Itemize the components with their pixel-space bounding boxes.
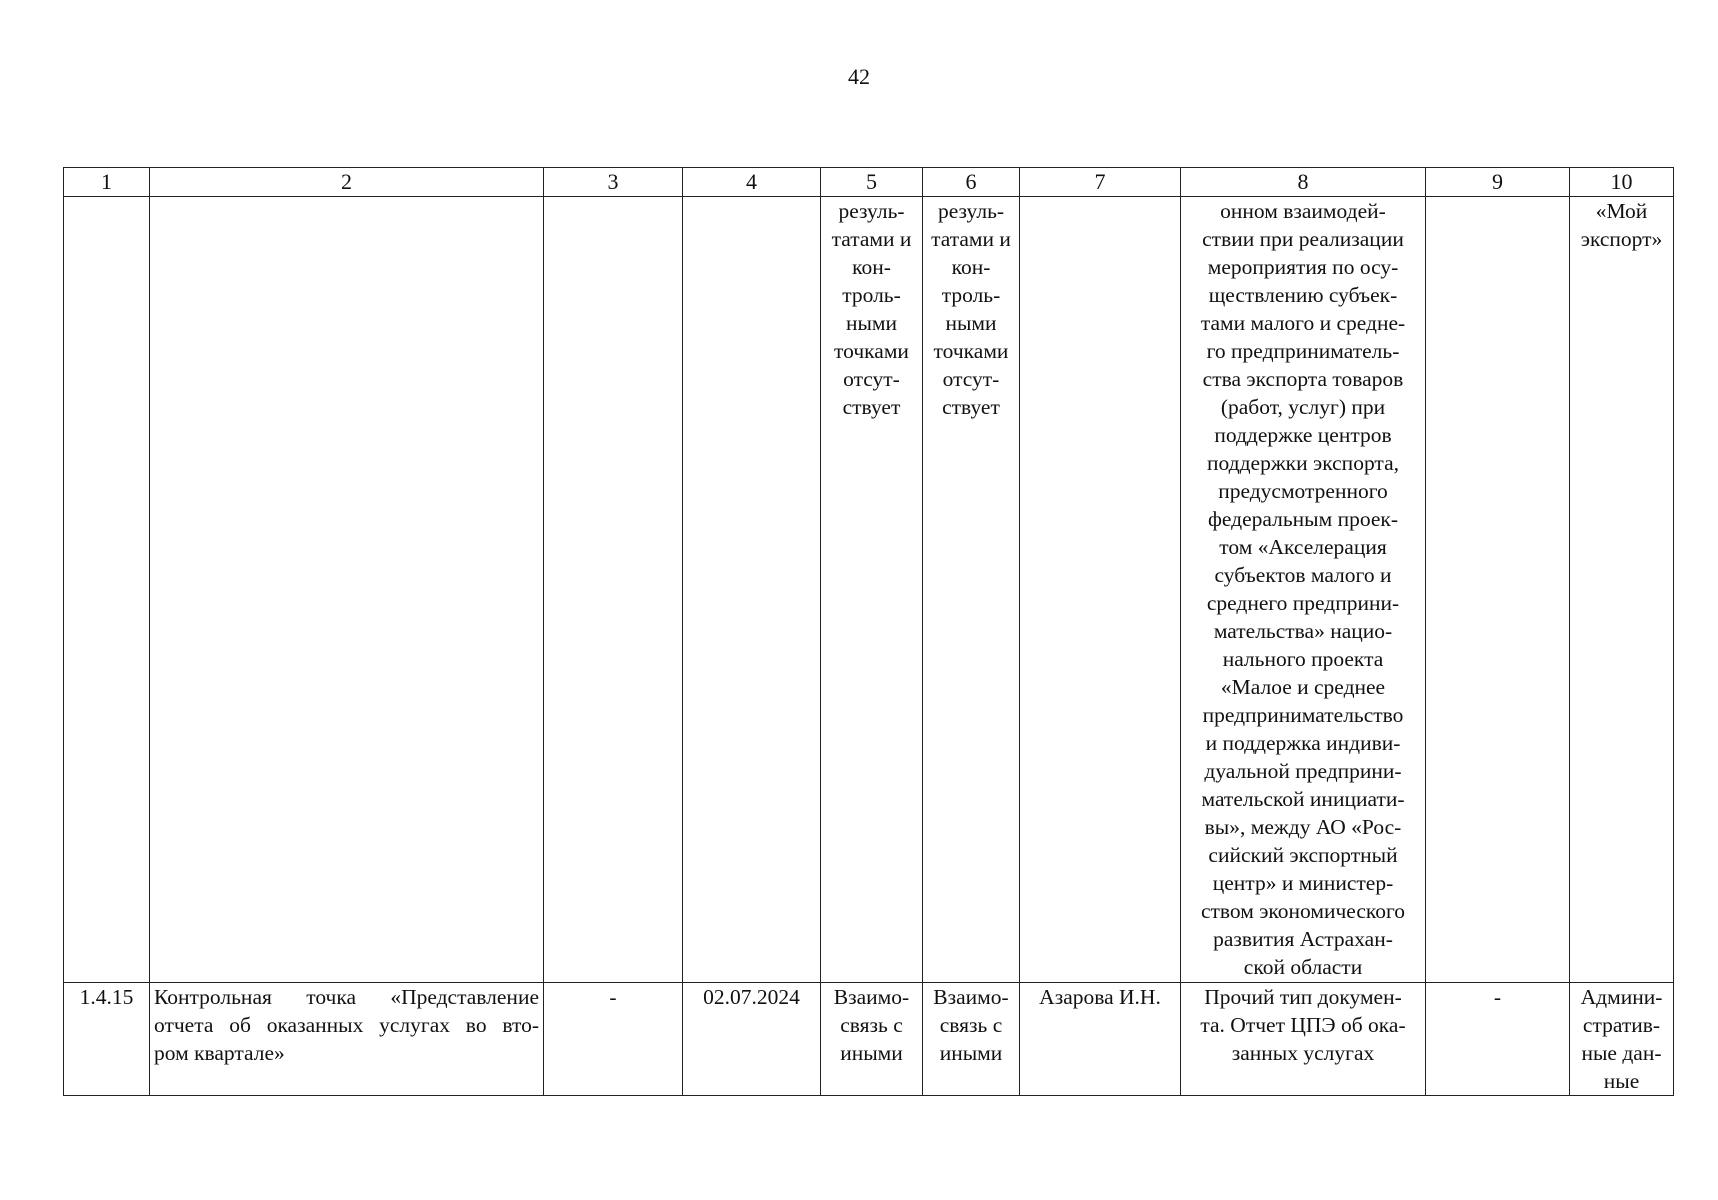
cell-responsible [1020,197,1181,983]
column-header: 1 [64,168,150,197]
cell-number: 1.4.15 [64,983,150,1096]
cell-col9 [1426,197,1570,983]
cell-line: развития Астрахан- [1213,927,1393,951]
cell-line: центр» и министер- [1212,871,1394,895]
cell-col9: - [1426,983,1570,1096]
cell-line: тами малого и средне- [1200,311,1406,335]
cell-line: татами и [831,227,912,251]
cell-col10 [1570,983,1674,1096]
cell-line: го предприниматель- [1206,339,1400,363]
cell-line: мательской инициати- [1201,787,1405,811]
cell-line: ствует [842,395,901,419]
cell-name [150,197,544,983]
cell-col3 [544,197,683,983]
cell-line: ром квартале» [154,1041,285,1065]
cell-line: отчета об оказанных услугах во вто- [154,1013,539,1037]
cell-line: (работ, услуг) при [1220,395,1386,419]
cell-col5 [821,983,923,1096]
column-header: 7 [1020,168,1181,197]
cell-line: мательства» нацио- [1213,619,1393,643]
cell-date: 02.07.2024 [683,983,821,1096]
column-header: 6 [923,168,1020,197]
cell-line: отсут- [843,367,900,391]
column-header: 5 [821,168,923,197]
cell-line: нального проекта [1222,647,1384,671]
cell-line: Админи- [1580,985,1663,1009]
cell-number [64,197,150,983]
cell-line: ные [1603,1069,1640,1093]
cell-line: троль- [941,283,1001,307]
column-header: 4 [683,168,821,197]
cell-line: онном взаимодей- [1220,199,1386,223]
cell-line: предпринимательство [1202,703,1404,727]
cell-line: среднего предприни- [1206,591,1400,615]
cell-line: та. Отчет ЦПЭ об ока- [1200,1013,1406,1037]
cell-line: занных услугах [1231,1041,1375,1065]
table-row-continuation [64,197,1674,983]
cell-line: вы», между АО «Рос- [1204,815,1402,839]
cell-name [150,983,544,1096]
cell-line: ства экспорта товаров [1202,367,1404,391]
page-number: 42 [848,64,870,89]
cell-col10 [1570,197,1674,983]
cell-line: субъектов малого и [1214,563,1392,587]
cell-line: татами и [931,227,1011,251]
cell-line: ными [845,311,898,335]
cell-line: дуальной предприни- [1204,759,1402,783]
cell-line: том «Акселерация [1219,535,1387,559]
cell-line: поддержке центров [1214,423,1392,447]
cell-line: Контрольная точка «Представление [154,985,539,1009]
column-header: 2 [150,168,544,197]
cell-line: ством экономического [1200,899,1406,923]
cell-col8 [1181,197,1426,983]
cell-line: точками [834,339,909,363]
cell-col8 [1181,983,1426,1096]
cell-line: иными [840,1041,903,1065]
column-header: 10 [1570,168,1674,197]
cell-line: связь с [939,1013,1003,1037]
cell-line: точками [933,339,1009,363]
cell-line: ствует [942,395,1000,419]
cell-line: резуль- [838,199,905,223]
cell-line: сийский экспортный [1208,843,1398,867]
cell-line: кон- [852,255,891,279]
cell-line: резуль- [937,199,1005,223]
cell-line: экспорт» [1580,227,1663,251]
cell-line: ществлению субъек- [1208,283,1398,307]
cell-line: троль- [842,283,901,307]
cell-col3: - [544,983,683,1096]
cell-line: «Малое и среднее [1220,675,1386,699]
cell-line: федеральным проек- [1207,507,1399,531]
cell-line: отсут- [942,367,1000,391]
cell-line: ные дан- [1581,1041,1662,1065]
cell-line: ными [945,311,997,335]
cell-line: предусмотренного [1218,479,1388,503]
cell-responsible: Азарова И.Н. [1020,983,1181,1096]
cell-line: Взаимо- [933,985,1009,1009]
cell-line: ской области [1243,955,1363,979]
cell-col5 [821,197,923,983]
table-row [64,983,1674,1096]
cell-line: иными [939,1041,1003,1065]
cell-line: связь с [840,1013,903,1037]
cell-line: стратив- [1582,1013,1661,1037]
column-header: 3 [544,168,683,197]
cell-date [683,197,821,983]
table-header-row [64,168,1674,197]
cell-line: Взаимо- [833,985,910,1009]
cell-line: ствии при реализации [1202,227,1404,251]
column-header: 8 [1181,168,1426,197]
cell-line: «Мой [1595,199,1648,223]
cell-col6 [923,197,1020,983]
cell-line: и поддержка индиви- [1205,731,1401,755]
cell-line: мероприятия по осу- [1207,255,1399,279]
cell-line: Прочий тип докумен- [1204,985,1402,1009]
cell-col6 [923,983,1020,1096]
column-header: 9 [1426,168,1570,197]
data-table [63,167,1674,1096]
cell-line: поддержки экспорта, [1207,451,1399,475]
cell-line: кон- [951,255,991,279]
